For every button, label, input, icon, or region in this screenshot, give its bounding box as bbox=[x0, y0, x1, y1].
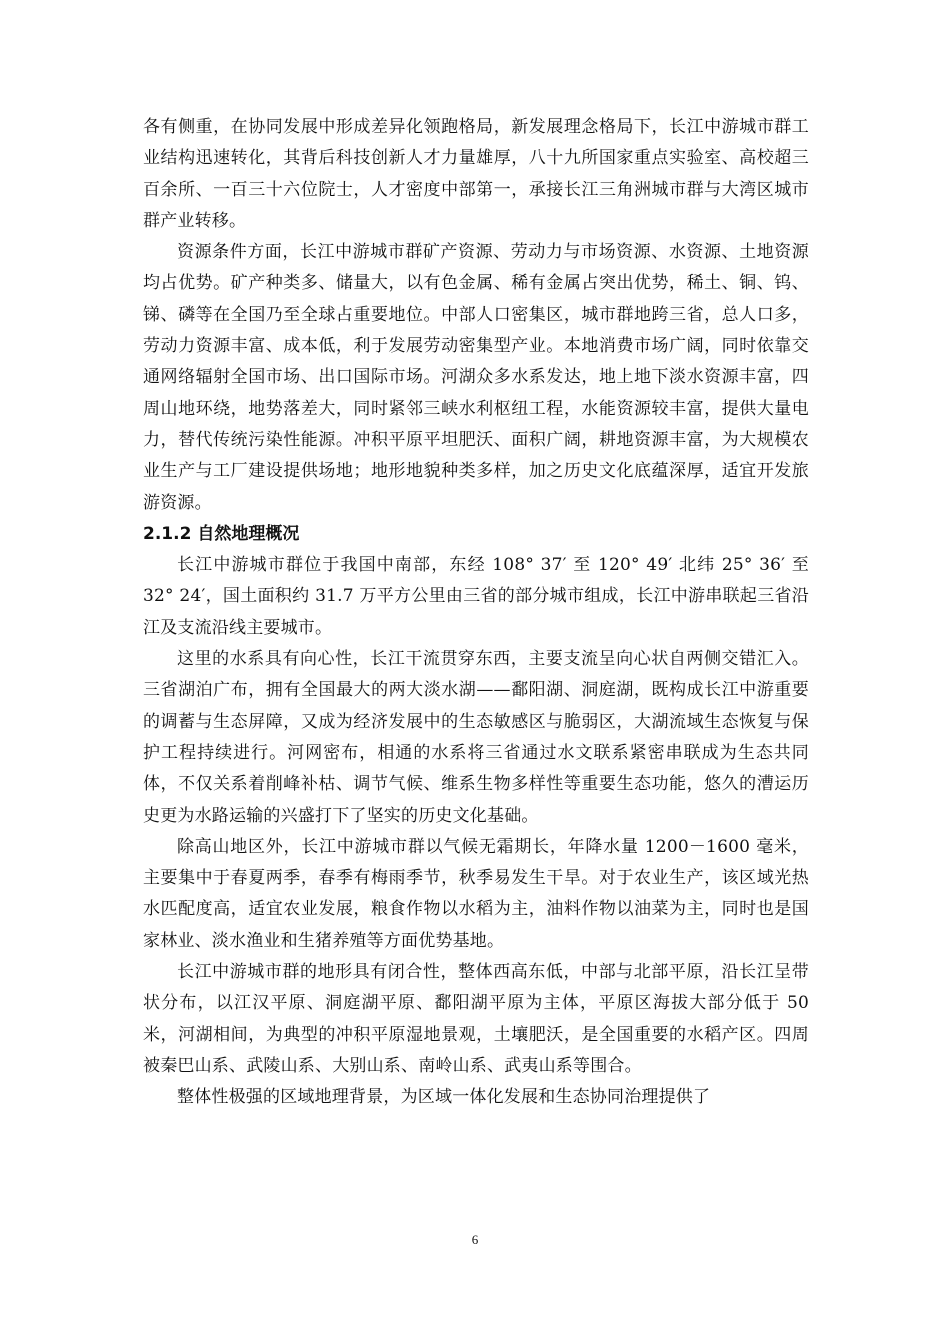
paragraph-terrain: 长江中游城市群的地形具有闭合性，整体西高东低，中部与北部平原，沿长江呈带状分布，以江汉平原、洞庭湖平原、鄱阳湖平原为主体，平原区海拔大部分低于 50 米，河湖相间，为典型的冲积平原湿地景观，土壤肥沃，是全国重要的水稻产区。四周被秦巴山系、武陵山系、大别山系、南岭山系、武夷山系等围合。 bbox=[143, 962, 809, 1076]
document-page bbox=[143, 112, 809, 1114]
paragraph-resources: 资源条件方面，长江中游城市群矿产资源、劳动力与市场资源、水资源、土地资源均占优势。矿产种类多、储量大，以有色金属、稀有金属占突出优势，稀土、铜、钨、锑、磷等在全国乃至全球占重要地位。中部人口密集区，城市群地跨三省，总人口多，劳动力资源丰富、成本低，利于发展劳动密集型产业。本地消费市场广阔，同时依靠交通网络辐射全国市场、出口国际市场。河湖众多水系发达，地上地下淡水资源丰富，四周山地环绕，地势落差大，同时紧邻三峡水利枢纽工程，水能资源较丰富，提供大量电力，替代传统污染性能源。冲积平原平坦肥沃、面积广阔，耕地资源丰富，为大规模农业生产与工厂建设提供场地；地形地貌种类多样，加之历史文化底蕴深厚，适宜开发旅游资源。 bbox=[143, 242, 809, 513]
paragraph-location: 长江中游城市群位于我国中南部，东经 108° 37′ 至 120° 49′ 北纬 25° 36′ 至 32° 24′，国土面积约 31.7 万平方公里由三省的部分城市组成，长江中游串联起三省沿江及支流沿线主要城市。 bbox=[143, 555, 809, 638]
paragraph-water-system: 这里的水系具有向心性，长江干流贯穿东西，主要支流呈向心状自两侧交错汇入。三省湖泊广布，拥有全国最大的两大淡水湖——鄱阳湖、洞庭湖，既构成长江中游重要的调蓄与生态屏障，又成为经济发展中的生态敏感区与脆弱区，大湖流域生态恢复与保护工程持续进行。河网密布，相通的水系将三省通过水文联系紧密串联成为生态共同体，不仅关系着削峰补枯、调节气候、维系生物多样性等重要生态功能，悠久的漕运历史更为水路运输的兴盛打下了坚实的历史文化基础。 bbox=[143, 649, 809, 826]
paragraph-climate: 除高山地区外，长江中游城市群以气候无霜期长，年降水量 1200－1600 毫米，主要集中于春夏两季，春季有梅雨季节，秋季易发生干旱。对于农业生产，该区域光热水匹配度高，适宜农业发展，粮食作物以水稻为主，油料作物以油菜为主，同时也是国家林业、淡水渔业和生猪养殖等方面优势基地。 bbox=[143, 836, 809, 951]
page-number: 6 bbox=[471, 1232, 479, 1247]
paragraph-background: 整体性极强的区域地理背景，为区域一体化发展和生态协同治理提供了 bbox=[177, 1087, 711, 1108]
section-heading: 2.1.2 自然地理概况 bbox=[143, 523, 300, 544]
paragraph-industry-continued: 各有侧重，在协同发展中形成差异化领跑格局，新发展理念格局下，长江中游城市群工业结构迅速转化，其背后科技创新人才力量雄厚，八十九所国家重点实验室、高校超三百余所、一百三十六位院士，人才密度中部第一，承接长江三角洲城市群与大湾区城市群产业转移。 bbox=[143, 117, 809, 231]
